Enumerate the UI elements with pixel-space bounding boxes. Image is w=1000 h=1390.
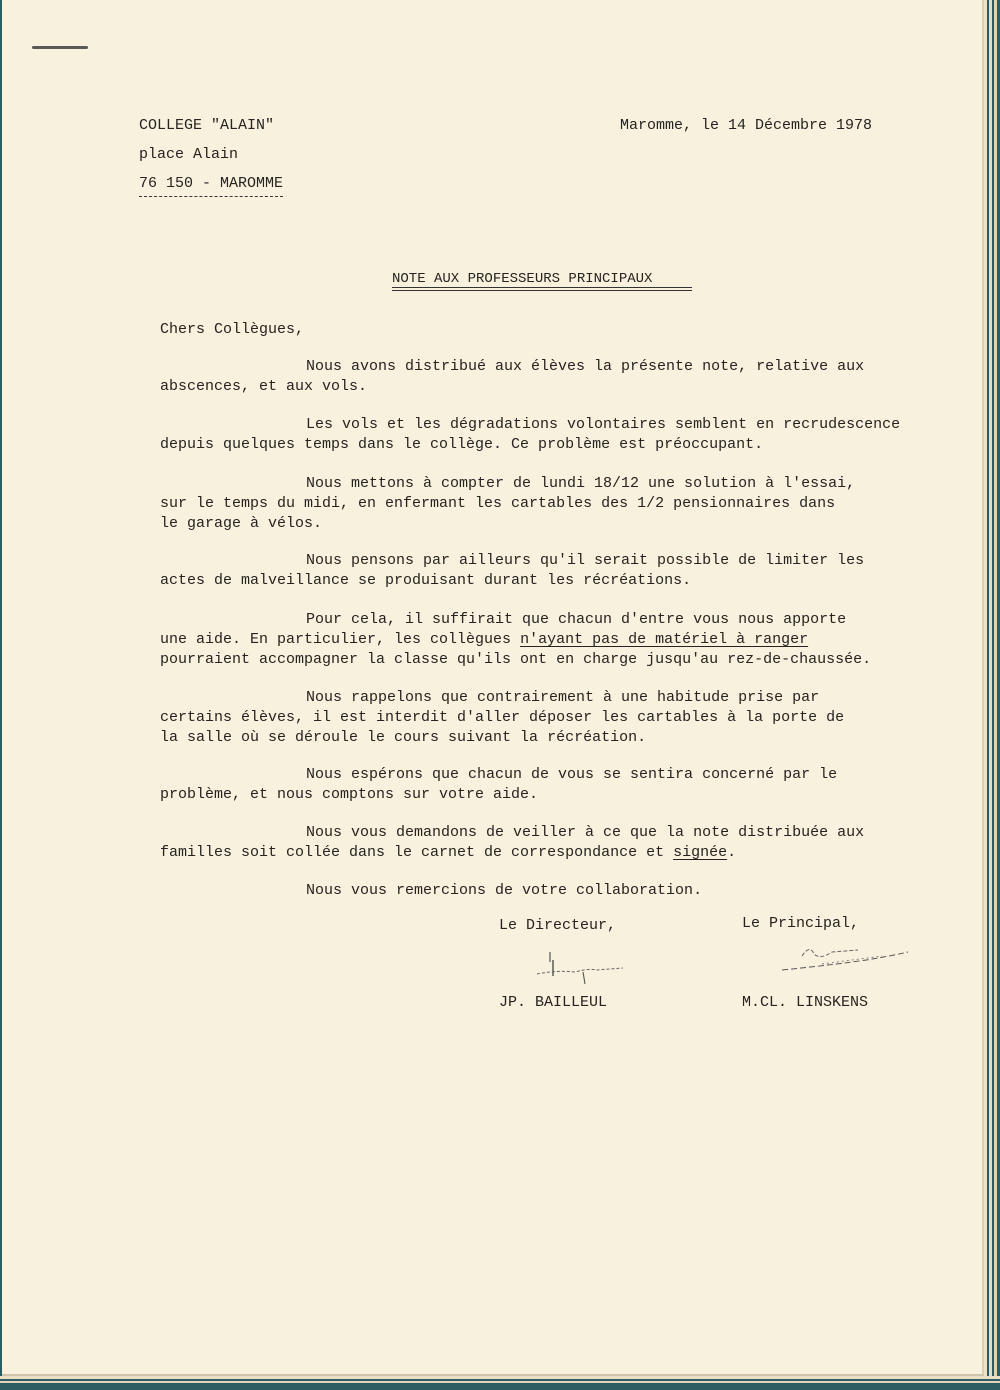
paragraph-3-line-1: Nous mettons à compter de lundi 18/12 une solution à l'essai, [306, 475, 856, 492]
paragraph-8-line-2 [160, 843, 736, 862]
paragraph-3-line-3: le garage à vélos. [160, 515, 323, 532]
paragraph-8-line-1: Nous vous demandons de veiller à ce que la note distribuée aux [306, 824, 865, 841]
page-stack-edge [984, 0, 1000, 1384]
paragraph-5-line-2-text: une aide. En particulier, les collègues [160, 631, 521, 648]
school-address: place Alain [139, 146, 239, 163]
signee-word: signée [673, 844, 728, 861]
title-underline-double [392, 290, 692, 291]
principal-role: Le Principal, [742, 915, 860, 932]
paragraph-6-line-2: certains élèves, il est interdit d'aller déposer les cartables à la porte de [160, 709, 845, 726]
paragraph-5-line-1: Pour cela, il suffirait que chacun d'entre vous nous apporte [306, 611, 847, 628]
paragraph-8-end: . [727, 844, 737, 861]
underlined-phrase: n'ayant pas de matériel à ranger [520, 631, 809, 648]
paragraph-5-line-2 [160, 630, 808, 649]
paragraph-2-line-1: Les vols et les dégradations volontaires semblent en recrudescence [306, 416, 901, 433]
paragraph-5-line-3: pourraient accompagner la classe qu'ils ont en charge jusqu'au rez-de-chaussée. [160, 651, 872, 668]
paragraph-3-line-2: sur le temps du midi, en enfermant les cartables des 1/2 pensionnaires dans [160, 495, 836, 512]
principal-signature [762, 940, 912, 980]
director-role: Le Directeur, [499, 917, 617, 934]
date-line: Maromme, le 14 Décembre 1978 [620, 117, 873, 134]
salutation: Chers Collègues, [160, 321, 305, 338]
director-name: JP. BAILLEUL [499, 994, 608, 1011]
pen-mark [32, 46, 88, 49]
page-title: NOTE AUX PROFESSEURS PRINCIPAUX [392, 271, 653, 287]
paragraph-1-line-1: Nous avons distribué aux élèves la présente note, relative aux [306, 358, 865, 375]
paragraph-1-line-2: abscences, et aux vols. [160, 378, 368, 395]
paragraph-4-line-2: actes de malveillance se produisant durant les récréations. [160, 572, 692, 589]
page-stack-bottom [0, 1376, 1000, 1390]
document-page [2, 0, 984, 1376]
paragraph-7-line-2: problème, et nous comptons sur votre aide. [160, 786, 539, 803]
paragraph-9-line-1: Nous vous remercions de votre collaboration. [306, 882, 703, 899]
principal-name: M.CL. LINSKENS [742, 994, 869, 1011]
paragraph-6-line-3: la salle où se déroule le cours suivant la récréation. [160, 729, 647, 746]
paragraph-4-line-1: Nous pensons par ailleurs qu'il serait possible de limiter les [306, 552, 865, 569]
paragraph-7-line-1: Nous espérons que chacun de vous se sentira concerné par le [306, 766, 838, 783]
title-underline [392, 287, 692, 288]
paragraph-6-line-1: Nous rappelons que contrairement à une habitude prise par [306, 689, 820, 706]
paragraph-2-line-2: depuis quelques temps dans le collège. Ce problème est préoccupant. [160, 436, 764, 453]
school-postal-city: 76 150 - MAROMME [139, 174, 283, 197]
paragraph-8-line-2-text: familles soit collée dans le carnet de correspondance et [160, 844, 674, 861]
director-signature [517, 950, 637, 990]
school-name: COLLEGE "ALAIN" [139, 117, 275, 134]
